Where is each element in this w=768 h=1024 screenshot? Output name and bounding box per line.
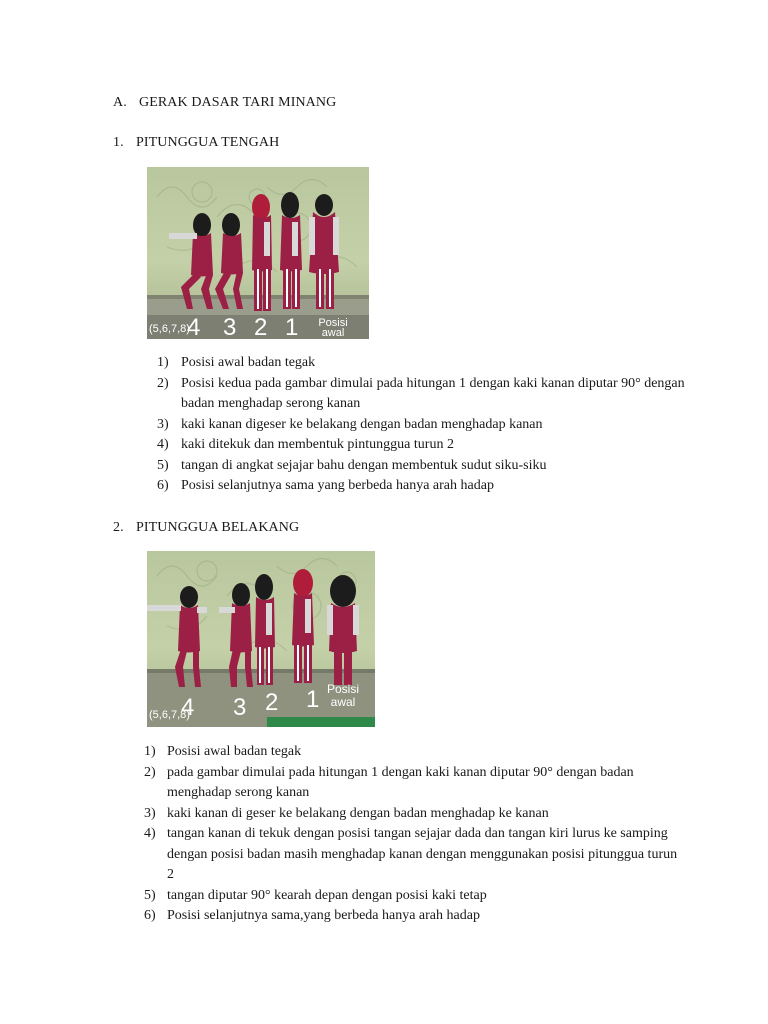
list-item: 1) Posisi awal badan tegak [157, 355, 316, 370]
dancer-figure [169, 213, 213, 309]
step-number: 2 [254, 314, 268, 339]
start-position-label: Posisi awal [318, 317, 348, 339]
list-item: 1) Posisi awal badan tegak [144, 744, 302, 759]
steps-list-pitunggua-tengah [157, 353, 687, 497]
section-heading [113, 95, 336, 111]
part-heading [113, 135, 279, 151]
section-marker: A. [113, 95, 127, 110]
count-label: (5,6,7,8) [149, 709, 190, 721]
step-number: 1 [285, 314, 299, 339]
list-item: 6) Posisi selanjutnya sama yang berbeda hanya arah hadap [157, 478, 494, 493]
part-title: PITUNGGUA BELAKANG [136, 520, 300, 535]
step-number: 4 [181, 694, 195, 721]
step-number: 2 [265, 689, 279, 716]
part-marker: 2. [113, 520, 124, 535]
dancer-figure [215, 213, 243, 309]
list-item: 2) Posisi kedua pada gambar dimulai pada hitungan 1 dengan kaki kanan diputar 90° dengan badan menghadap serong kanan [157, 375, 685, 411]
list-item: 6) Posisi selanjutnya sama,yang berbeda hanya arah hadap [144, 908, 480, 923]
part-title: PITUNGGUA TENGAH [136, 135, 280, 150]
list-item: 4) tangan kanan di tekuk dengan posisi tangan sejajar dada dan tangan kiri lurus ke samping dengan posisi badan masih menghadap kanan dengan menggunakan posisi pitunggua turun 2 [144, 826, 678, 882]
dance-photo-pitunggua-tengah [147, 167, 369, 339]
dancer-figure [252, 194, 272, 311]
dancer-figure [255, 574, 275, 685]
list-item: 4) kaki ditekuk dan membentuk pintunggua turun 2 [157, 437, 454, 452]
dancer-figure [309, 194, 339, 309]
count-label: (5,6,7,8) [149, 323, 190, 335]
step-number: 3 [223, 314, 237, 339]
step-number: 3 [233, 694, 247, 721]
steps-list-pitunggua-belakang [144, 742, 684, 927]
step-number: 1 [306, 686, 320, 713]
start-position-label: Posisi awal [326, 682, 359, 709]
list-item: 5) tangan di angkat sejajar bahu dengan membentuk sudut siku-siku [157, 457, 547, 473]
dancer-figure [292, 569, 314, 683]
list-item: 3) kaki kanan digeser ke belakang dengan badan menghadap kanan [157, 416, 543, 432]
dancer-figure [280, 192, 302, 309]
dance-photo-pitunggua-belakang [147, 551, 375, 727]
dancer-figure [327, 575, 359, 685]
part-marker: 1. [113, 135, 124, 150]
step-number: 4 [187, 314, 201, 339]
list-item: 3) kaki kanan di geser ke belakang dengan badan menghadap ke kanan [144, 805, 549, 821]
list-item: 5) tangan diputar 90° kearah depan dengan posisi kaki tetap [144, 887, 487, 903]
section-title: GERAK DASAR TARI MINANG [139, 95, 337, 110]
part-heading [113, 520, 299, 536]
list-item: 2) pada gambar dimulai pada hitungan 1 dengan kaki kanan diputar 90° dengan badan menghadap serong kanan [144, 764, 634, 800]
